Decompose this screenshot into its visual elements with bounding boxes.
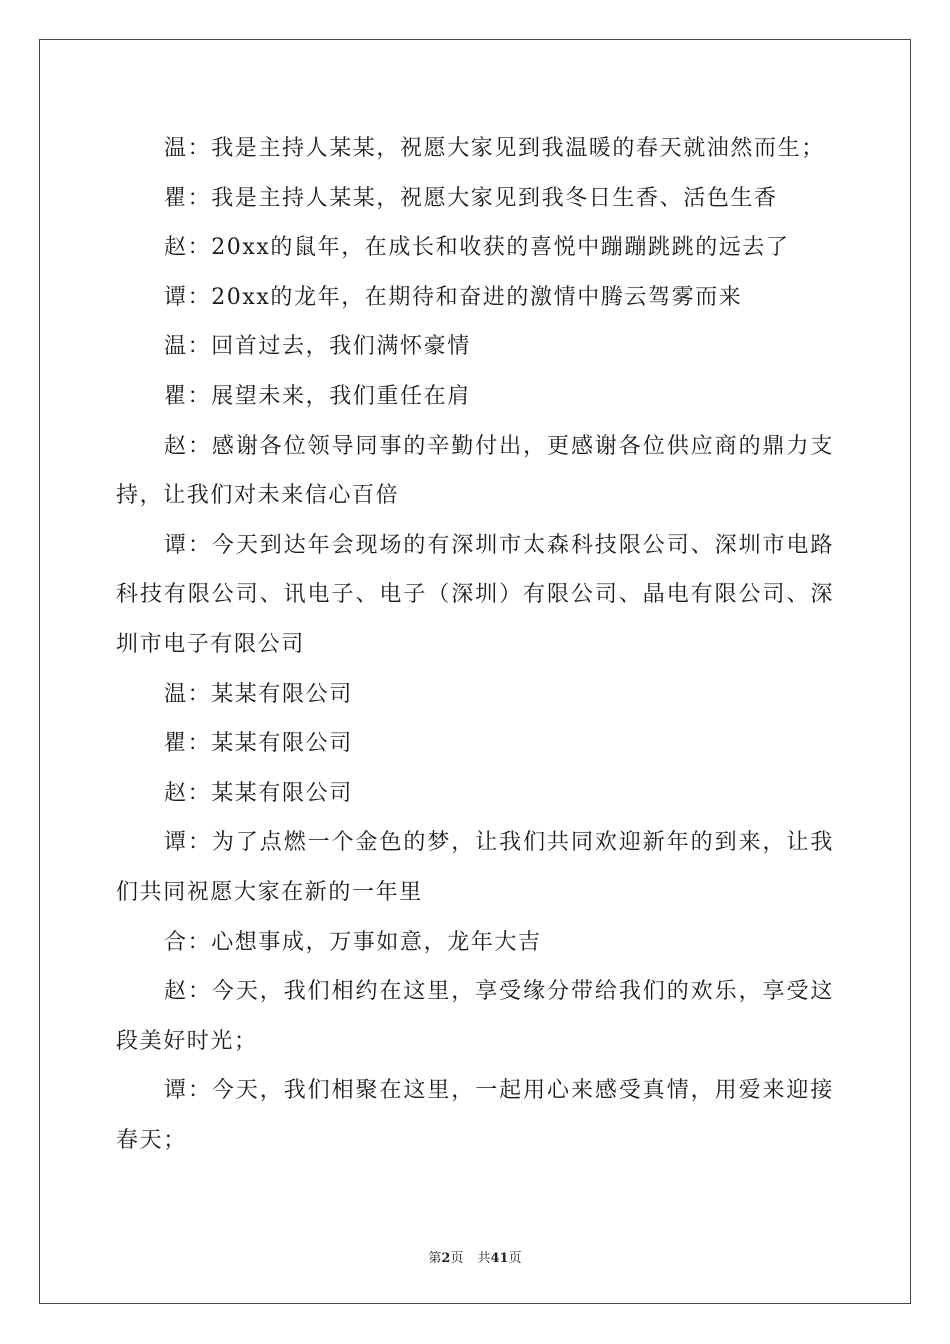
paragraph: 赵：20xx的鼠年，在成长和收获的喜悦中蹦蹦跳跳的远去了 bbox=[164, 235, 790, 261]
paragraph: 谭：为了点燃一个金色的梦，让我们共同欢迎新年的到来，让我们共同祝愿大家在新的一年里 bbox=[116, 830, 834, 905]
paragraph: 谭：今天，我们相聚在这里，一起用心来感受真情，用爱来迎接春天； bbox=[116, 1078, 834, 1153]
paragraph: 合：心想事成，万事如意，龙年大吉 bbox=[164, 929, 542, 955]
paragraph: 温：回首过去，我们满怀豪情 bbox=[164, 334, 471, 360]
paragraph: 赵：今天，我们相约在这里，享受缘分带给我们的欢乐，享受这段美好时光； bbox=[116, 979, 834, 1054]
document-body bbox=[116, 124, 834, 1165]
paragraph: 瞿：某某有限公司 bbox=[164, 731, 353, 757]
page-number: 2 bbox=[441, 1251, 451, 1266]
total-suffix: 页 bbox=[508, 1251, 522, 1266]
paragraph: 谭：今天到达年会现场的有深圳市太森科技限公司、深圳市电路科技有限公司、讯电子、电子（深圳）有限公司、晶电有限公司、深圳市电子有限公司 bbox=[116, 532, 834, 657]
page-suffix: 页 bbox=[450, 1251, 464, 1266]
page-footer bbox=[0, 1247, 950, 1266]
paragraph: 赵：某某有限公司 bbox=[164, 780, 353, 806]
paragraph: 谭：20xx的龙年，在期待和奋进的激情中腾云驾雾而来 bbox=[164, 284, 743, 310]
paragraph: 温：我是主持人某某，祝愿大家见到我温暖的春天就油然而生； bbox=[164, 136, 825, 161]
total-pages: 41 bbox=[490, 1251, 509, 1266]
paragraph: 赵：感谢各位领导同事的辛勤付出，更感谢各位供应商的鼎力支持，让我们对未来信心百倍 bbox=[116, 433, 834, 509]
page-prefix: 第 bbox=[428, 1251, 442, 1266]
total-prefix: 共 bbox=[477, 1251, 491, 1266]
paragraph: 瞿：我是主持人某某，祝愿大家见到我冬日生香、活色生香 bbox=[164, 185, 778, 211]
paragraph: 温：某某有限公司 bbox=[164, 681, 353, 707]
paragraph: 瞿：展望未来，我们重任在肩 bbox=[164, 383, 471, 409]
